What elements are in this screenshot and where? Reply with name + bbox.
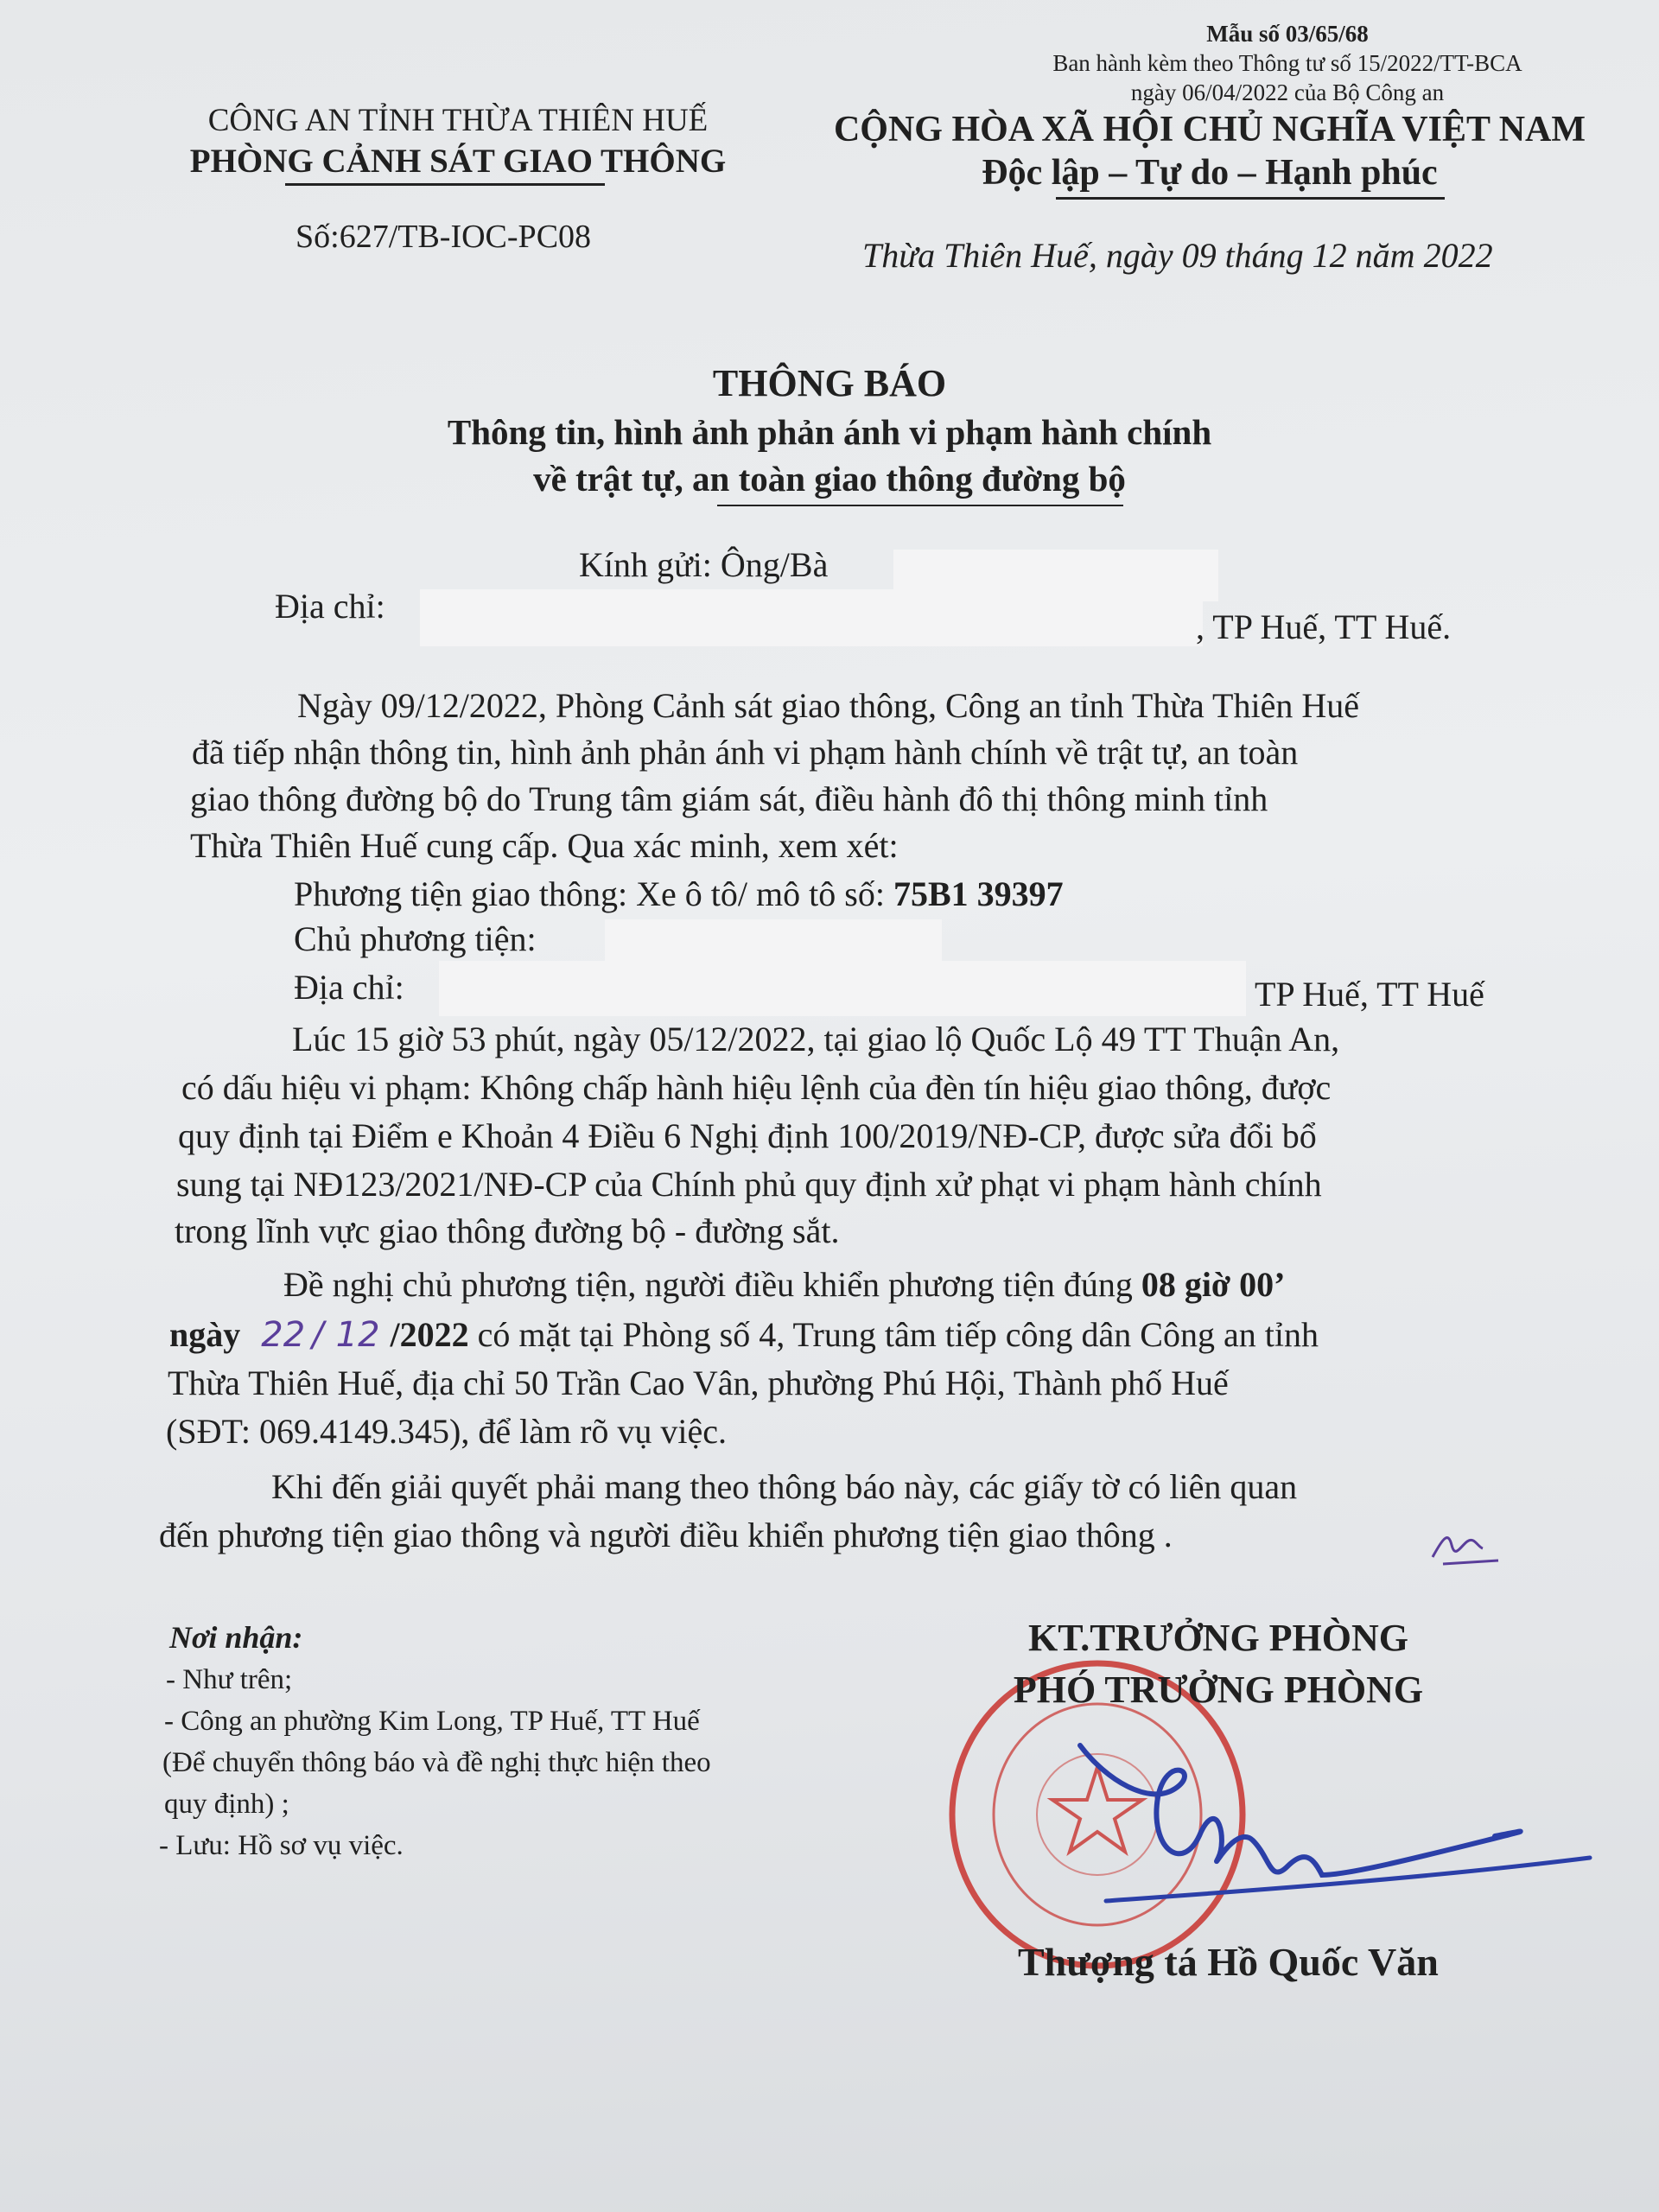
paragraph-2-line-3: quy định tại Điểm e Khoản 4 Điều 6 Nghị định 100/2019/NĐ-CP, được sửa đổi bổ — [178, 1116, 1317, 1155]
form-number: Mẫu số 03/65/68 — [1206, 21, 1369, 47]
state-name: CỘNG HÒA XÃ HỘI CHỦ NGHĨA VIỆT NAM — [833, 110, 1586, 149]
redacted-address — [420, 589, 1203, 646]
owner-address-label: Địa chỉ: — [294, 968, 404, 1007]
recipient-address-label: Địa chỉ: — [275, 587, 385, 626]
owner-label: Chủ phương tiện: — [294, 919, 537, 958]
form-issued-by: Ban hành kèm theo Thông tư số 15/2022/TT-BCA — [1052, 50, 1522, 76]
initial-mark — [1426, 1521, 1503, 1573]
recipient-greeting: Kính gửi: Ông/Bà — [579, 545, 829, 584]
paragraph-1-line-4: Thừa Thiên Huế cung cấp. Qua xác minh, xem xét: — [190, 826, 899, 865]
recipients-item-5: - Lưu: Hồ sơ vụ việc. — [159, 1830, 404, 1861]
appointment-year: /2022 — [390, 1315, 469, 1354]
place-date: Thừa Thiên Huế, ngày 09 tháng 12 năm 2022 — [862, 236, 1493, 275]
paragraph-3-line-4: (SĐT: 069.4149.345), để làm rõ vụ việc. — [166, 1412, 728, 1451]
paragraph-4-line-1: Khi đến giải quyết phải mang theo thông báo này, các giấy tờ có liên quan — [271, 1467, 1298, 1506]
paragraph-4-line-2: đến phương tiện giao thông và người điều khiển phương tiện giao thông . — [159, 1516, 1173, 1554]
redacted-owner-address — [439, 961, 1246, 1016]
paragraph-2-line-1: Lúc 15 giờ 53 phút, ngày 05/12/2022, tại giao lộ Quốc Lộ 49 TT Thuận An, — [292, 1020, 1340, 1058]
paragraph-3-line-2 — [169, 1312, 1319, 1358]
agency-name: PHÒNG CẢNH SÁT GIAO THÔNG — [189, 143, 727, 180]
appointment-day-handwritten: 22 — [261, 1315, 306, 1355]
signature-title-2: PHÓ TRƯỞNG PHÒNG — [1013, 1669, 1424, 1711]
appointment-request: Đề nghị chủ phương tiện, người điều khiển phương tiện đúng — [283, 1265, 1133, 1304]
signature-title-1: KT.TRƯỞNG PHÒNG — [1028, 1617, 1408, 1659]
recipients-item-4: quy định) ; — [164, 1789, 289, 1820]
paragraph-1-line-3: giao thông đường bộ do Trung tâm giám sát, điều hành đô thị thông minh tỉnh — [190, 779, 1268, 818]
recipients-item-3: (Để chuyển thông báo và đề nghị thực hiện theo — [162, 1747, 711, 1778]
paragraph-3-line-1 — [283, 1262, 1285, 1308]
document-number: Số:627/TB-IOC-PC08 — [296, 219, 592, 255]
owner-address-suffix: TP Huế, TT Huế — [1255, 975, 1484, 1014]
notice-subtitle-1: Thông tin, hình ảnh phản ánh vi phạm hành chính — [447, 412, 1212, 452]
agency-parent: CÔNG AN TỈNH THỪA THIÊN HUẾ — [207, 103, 709, 138]
appointment-location: có mặt tại Phòng số 4, Trung tâm tiếp công dân Công an tỉnh — [477, 1315, 1319, 1354]
paragraph-3-line-3: Thừa Thiên Huế, địa chỉ 50 Trần Cao Vân, phường Phú Hội, Thành phố Huế — [168, 1363, 1229, 1402]
handwritten-signature — [1054, 1728, 1607, 1927]
notice-title: THÔNG BÁO — [712, 362, 947, 404]
form-issued-date: ngày 06/04/2022 của Bộ Công an — [1130, 79, 1445, 105]
signer-name: Thượng tá Hồ Quốc Văn — [1018, 1940, 1439, 1984]
paragraph-2-line-4: sung tại NĐ123/2021/NĐ-CP của Chính phủ quy định xử phạt vi phạm hành chính — [176, 1165, 1322, 1204]
appointment-time: 08 giờ 00’ — [1141, 1265, 1286, 1304]
title-underline — [717, 505, 1123, 506]
recipients-item-2: - Công an phường Kim Long, TP Huế, TT Huế — [164, 1706, 700, 1737]
appointment-day-label: ngày — [169, 1315, 241, 1354]
state-motto: Độc lập – Tự do – Hạnh phúc — [982, 153, 1438, 193]
paragraph-2-line-5: trong lĩnh vực giao thông đường bộ - đường sắt. — [175, 1211, 840, 1250]
recipient-address-suffix: , TP Huế, TT Huế. — [1196, 607, 1452, 646]
vehicle-info — [294, 871, 1064, 918]
appointment-month-handwritten: 12 — [335, 1315, 380, 1355]
notice-subtitle-2: về trật tự, an toàn giao thông đường bộ — [533, 459, 1126, 499]
paragraph-2-line-2: có dấu hiệu vi phạm: Không chấp hành hiệu lệnh của đèn tín hiệu giao thông, được — [181, 1068, 1332, 1107]
recipients-heading: Nơi nhận: — [169, 1620, 303, 1655]
recipients-item-1: - Như trên; — [166, 1664, 293, 1695]
vehicle-label: Phương tiện giao thông: Xe ô tô/ mô tô số: — [294, 874, 885, 913]
motto-underline — [1056, 197, 1445, 200]
vehicle-plate: 75B1 39397 — [893, 874, 1064, 913]
paragraph-1-line-1: Ngày 09/12/2022, Phòng Cảnh sát giao thông, Công an tỉnh Thừa Thiên Huế — [297, 686, 1359, 725]
paragraph-1-line-2: đã tiếp nhận thông tin, hình ảnh phản ánh vi phạm hành chính về trật tự, an toàn — [192, 733, 1299, 772]
date-slash-hand-1: / — [312, 1315, 324, 1355]
agency-underline — [285, 183, 605, 186]
